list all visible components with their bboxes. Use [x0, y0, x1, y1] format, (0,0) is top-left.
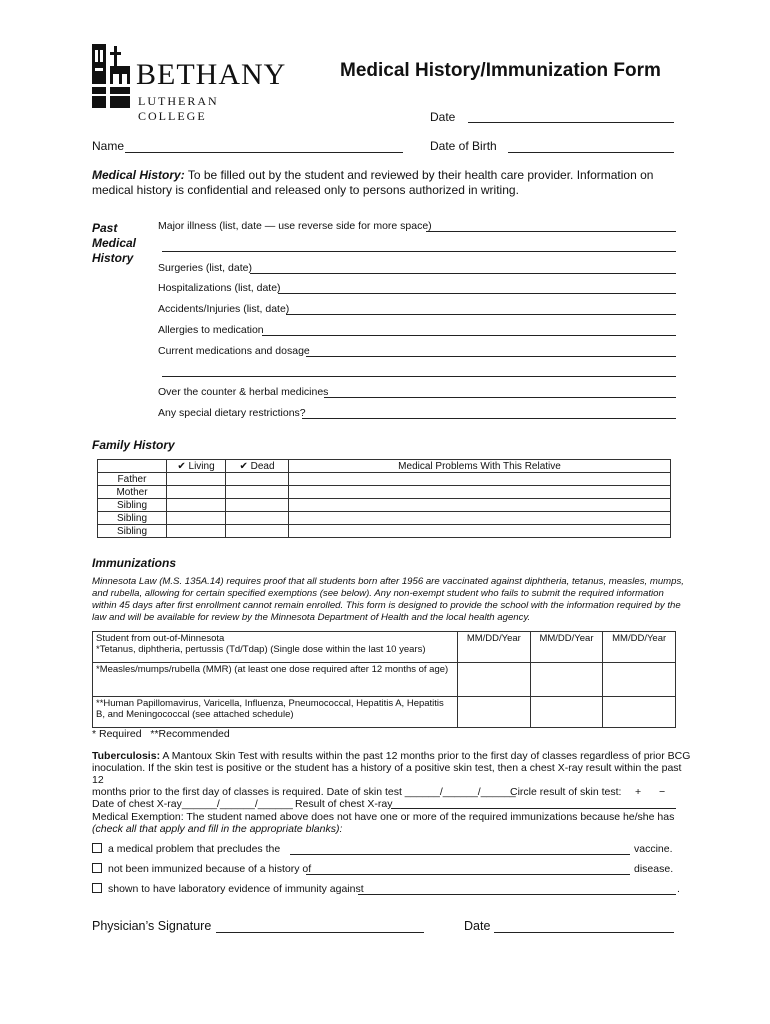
- family-history-table: [97, 459, 671, 538]
- past-heading-1: Past: [92, 221, 118, 235]
- exempt-opt1-label: a medical problem that precludes the: [108, 843, 281, 855]
- medical-problem-field[interactable]: [290, 842, 630, 855]
- tb-text-1: A Mantoux Skin Test with results within the past 12 months prior to the first day of classes regardless of prior BCG: [160, 750, 691, 762]
- living-cell[interactable]: [167, 486, 226, 499]
- exempt-option-3: [92, 883, 364, 895]
- tb-xray-result-label: Result of chest X-ray: [295, 798, 393, 810]
- family-header-row: [98, 460, 671, 473]
- immunization-name-cell: [93, 663, 458, 697]
- relation-cell: Mother: [98, 486, 167, 499]
- immunization-table: [92, 631, 676, 728]
- tb-xray-date: Date of chest X-ray______/______/______: [92, 798, 293, 810]
- accidents-field[interactable]: [286, 302, 676, 315]
- date-col-3[interactable]: [603, 632, 676, 663]
- table-row: [98, 486, 671, 499]
- tuberculosis-text: [92, 750, 692, 810]
- past-heading-3: History: [92, 251, 134, 265]
- living-cell[interactable]: [167, 499, 226, 512]
- name-label: Name: [92, 139, 125, 153]
- dietary-label: Any special dietary restrictions?: [158, 407, 306, 419]
- table-row: [93, 697, 676, 728]
- exempt-opt2-label: not been immunized because of a history of: [108, 863, 312, 875]
- dob-field[interactable]: [508, 140, 674, 153]
- immunity-against-field[interactable]: [358, 882, 676, 895]
- date-col-1[interactable]: [458, 632, 531, 663]
- dead-cell[interactable]: [226, 525, 289, 538]
- tb-skin-date: months prior to the first day of classes is required. Date of skin test ______/______/______: [92, 786, 516, 798]
- past-medical-history-heading: [92, 221, 136, 266]
- signature-date-field[interactable]: [494, 920, 674, 933]
- date-label: Date: [430, 110, 456, 124]
- table-row: [98, 512, 671, 525]
- dietary-field[interactable]: [302, 406, 676, 419]
- exempt-opt3-end: .: [677, 883, 680, 895]
- date-cell[interactable]: [603, 697, 676, 728]
- surgeries-label: Surgeries (list, date): [158, 262, 252, 274]
- date-col-head: MM/DD/Year: [612, 633, 667, 644]
- relation-cell: Sibling: [98, 525, 167, 538]
- tb-line-2: inoculation. If the skin test is positive or the student has a history of a positive skin test, then a chest X-ray result within the past 12: [92, 762, 682, 786]
- problems-cell[interactable]: [289, 473, 671, 486]
- problems-cell[interactable]: [289, 525, 671, 538]
- dead-cell[interactable]: [226, 499, 289, 512]
- physician-signature-label: Physician’s Signature: [92, 919, 212, 933]
- history-disease-field[interactable]: [306, 862, 630, 875]
- immunization-item: *Measles/mumps/rubella (MMR) (at least one dose required after 12 months of age): [96, 664, 449, 675]
- immunization-item: *Tetanus, diphtheria, pertussis (Td/Tdap) (Single dose within the last 10 years): [96, 644, 426, 655]
- immunization-item: **Human Papillomavirus, Varicella, Influenza, Pneumococcal, Hepatitis A, Hepatitis: [96, 698, 444, 709]
- hospitalizations-field[interactable]: [278, 281, 676, 294]
- past-heading-2: Medical: [92, 236, 137, 250]
- major-illness-field[interactable]: [426, 219, 676, 232]
- date-cell[interactable]: [603, 663, 676, 697]
- major-illness-label: Major illness (list, date — use reverse side for more space): [158, 220, 432, 232]
- logo-emblem-icon: [92, 44, 130, 108]
- logo-name: BETHANY: [136, 58, 287, 91]
- date-col-head: MM/DD/Year: [539, 633, 594, 644]
- dead-cell[interactable]: [226, 473, 289, 486]
- relation-cell: Sibling: [98, 512, 167, 525]
- signature-date-label: Date: [464, 919, 491, 933]
- problems-cell[interactable]: [289, 512, 671, 525]
- major-illness-field-2[interactable]: [162, 239, 676, 252]
- dob-label: Date of Birth: [430, 139, 497, 153]
- minnesota-law-text: Minnesota Law (M.S. 135A.14) requires proof that all students born after 1956 are vaccinated against diphtheria, tetanus, measles, mumps, and rubella, allowing for certain specified exemptions (see below). Any non-exempt student who fails to submit the required information within 45 days after first enrollment cannot remain enrolled. This form is designed to provide the school with the information required by the law and will be available for review by the Minnesota Department of Health and the local health agency.: [92, 576, 684, 623]
- tb-lead: Tuberculosis:: [92, 750, 161, 762]
- date-cell[interactable]: [530, 663, 603, 697]
- tb-line-4: [92, 798, 692, 810]
- exempt-option-1: [92, 843, 280, 855]
- dead-cell[interactable]: [226, 486, 289, 499]
- medications-field-2[interactable]: [162, 364, 676, 377]
- medical-history-intro: [92, 168, 684, 198]
- tb-xray-result-field[interactable]: [391, 797, 676, 809]
- immunization-name-cell: [93, 697, 458, 728]
- immunization-name-cell: [93, 632, 458, 663]
- table-row: [93, 632, 676, 663]
- surgeries-field[interactable]: [250, 261, 676, 274]
- living-header: ✔ Living: [167, 460, 226, 473]
- medications-label: Current medications and dosage: [158, 345, 310, 357]
- table-row: [98, 525, 671, 538]
- hospitalizations-label: Hospitalizations (list, date): [158, 282, 281, 294]
- relation-cell: Sibling: [98, 499, 167, 512]
- exempt-line-2: (check all that apply and fill in the appropriate blanks):: [92, 823, 343, 835]
- exempt-option-2: [92, 863, 311, 875]
- logo-subtitle: LUTHERAN COLLEGE: [138, 94, 219, 123]
- otc-field[interactable]: [324, 385, 676, 398]
- date-col-2[interactable]: [530, 632, 603, 663]
- family-history-heading: Family History: [92, 438, 175, 452]
- table-row: [98, 473, 671, 486]
- dead-header: ✔ Dead: [226, 460, 289, 473]
- date-field[interactable]: [468, 110, 674, 123]
- otc-label: Over the counter & herbal medicines: [158, 386, 329, 398]
- living-cell[interactable]: [167, 512, 226, 525]
- problems-cell[interactable]: [289, 499, 671, 512]
- medications-field[interactable]: [306, 344, 676, 357]
- dead-cell[interactable]: [226, 512, 289, 525]
- name-field[interactable]: [125, 140, 403, 153]
- problems-header: Medical Problems With This Relative: [289, 460, 671, 473]
- family-relation-header: [98, 460, 167, 473]
- table-row: [93, 663, 676, 697]
- college-logo: [92, 44, 292, 123]
- tb-minus[interactable]: −: [659, 786, 666, 798]
- problems-cell[interactable]: [289, 486, 671, 499]
- accidents-label: Accidents/Injuries (list, date): [158, 303, 290, 315]
- exempt-opt3-label: shown to have laboratory evidence of immunity against: [108, 883, 364, 895]
- relation-cell: Father: [98, 473, 167, 486]
- immunization-item-cont: B, and Meningococcal (see attached schedule): [96, 709, 294, 720]
- date-cell[interactable]: [530, 697, 603, 728]
- lab-evidence-checkbox[interactable]: [92, 883, 102, 893]
- page-title: Medical History/Immunization Form: [340, 60, 661, 81]
- tb-line-1: [92, 750, 692, 762]
- living-cell[interactable]: [167, 525, 226, 538]
- living-cell[interactable]: [167, 473, 226, 486]
- physician-signature-field[interactable]: [216, 920, 424, 933]
- table-row: [98, 499, 671, 512]
- date-cell[interactable]: [458, 697, 531, 728]
- intro-text: To be filled out by the student and reviewed by their health care provider. Information on medical history is confidential and released only to persons authorized in writing.: [92, 168, 654, 197]
- medical-problem-checkbox[interactable]: [92, 843, 102, 853]
- exempt-opt1-end: vaccine.: [634, 843, 673, 855]
- exempt-opt2-end: disease.: [634, 863, 674, 875]
- exemption-text: [92, 811, 692, 835]
- allergies-label: Allergies to medication: [158, 324, 264, 336]
- date-col-head: MM/DD/Year: [466, 633, 521, 644]
- tb-circle-label: Circle result of skin test:: [510, 786, 622, 798]
- tb-plus[interactable]: +: [635, 786, 642, 798]
- required-legend: * Required **Recommended: [92, 728, 230, 740]
- immunizations-heading: Immunizations: [92, 556, 177, 570]
- allergies-field[interactable]: [262, 323, 676, 336]
- not-immunized-checkbox[interactable]: [92, 863, 102, 873]
- exempt-line-1: Medical Exemption: The student named above does not have one or more of the required immunizations because he/she has: [92, 811, 675, 823]
- intro-lead: Medical History:: [92, 168, 185, 182]
- immunization-note: Student from out-of-Minnesota: [96, 633, 225, 644]
- date-cell[interactable]: [458, 663, 531, 697]
